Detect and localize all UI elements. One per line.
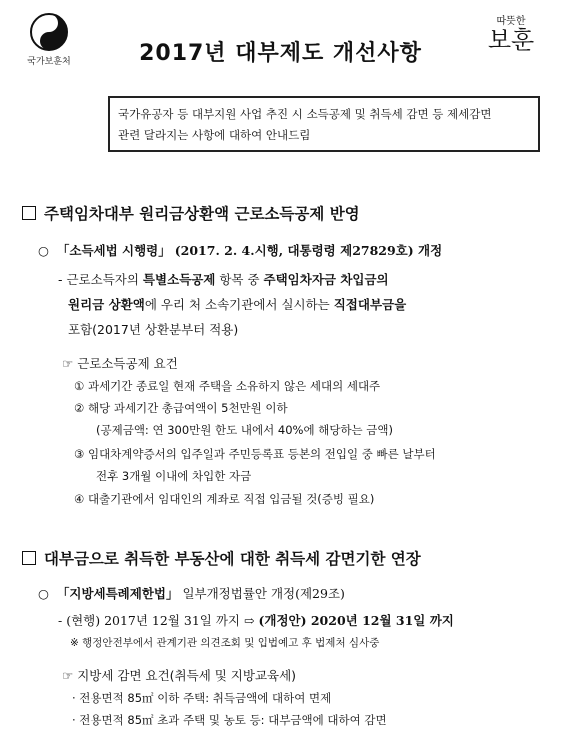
pointing-hand-icon: ☞ (62, 356, 74, 371)
req-item-3-cont: 전후 3개월 이내에 차입한 자금 (96, 469, 252, 483)
desc-emphasis: 주택임차자금 차입금의 (263, 272, 389, 287)
slogan-logo (483, 12, 539, 53)
law-detail: (2017. 2. 4.시행, 대통령령 제27829호) 개정 (174, 243, 443, 258)
law-name: 「지방세특례제한법」 (56, 586, 179, 601)
req-item-4: ④ 대출기관에서 임대인의 계좌로 직접 입금될 것(증빙 필요) (74, 492, 375, 506)
section-2-heading (22, 547, 421, 569)
checkbox-square-icon (22, 551, 36, 565)
notice-line-2: 관련 달라지는 사항에 대하여 안내드림 (118, 128, 311, 142)
desc-text: 에 우리 처 소속기관에서 실시하는 (144, 297, 334, 312)
notice-line-1: 국가유공자 등 대부지원 사업 추진 시 소득공제 및 취득세 감면 등 제세감면 (118, 107, 492, 121)
section-1-requirements-title (62, 354, 178, 372)
checkbox-square-icon (22, 206, 36, 220)
req-item-1: ① 과세기간 종료일 현재 주택을 소유하지 않은 세대의 세대주 (74, 379, 381, 393)
req-item-3: ③ 임대차계약증서의 입주일과 주민등록표 등본의 전입일 중 빠른 날부터 (74, 447, 436, 461)
circle-bullet-icon: ○ (38, 243, 49, 258)
arrow-right-icon: ⇨ (243, 613, 255, 628)
tax-item-1: · 전용면적 85㎡ 이하 주택: 취득금액에 대하여 면제 (72, 691, 332, 705)
pointing-hand-icon: ☞ (62, 668, 74, 683)
section-1-desc-line-2 (68, 295, 406, 313)
section-1-law (38, 241, 442, 259)
req-item-2-note: (공제금액: 연 300만원 한도 내에서 40%에 해당하는 금액) (96, 423, 394, 437)
slogan-top: 따뜻한 (496, 16, 526, 27)
revised-period: (개정안) 2020년 12월 31일 까지 (258, 613, 454, 628)
slogan-brand: 보훈 (487, 26, 535, 54)
desc-text: 항목 중 (215, 272, 264, 287)
req-title-text: 근로소득공제 요건 (77, 356, 178, 371)
tax-item-2: · 전용면적 85㎡ 초과 주택 및 농토 등: 대부금액에 대하여 감면 (72, 713, 387, 727)
page-title: 2017년 대부제도 개선사항 (139, 41, 422, 66)
section-2-note: ※ 행정안전부에서 관계기관 의견조회 및 입법예고 후 법제처 심사중 (70, 637, 380, 649)
section-2-law (38, 584, 345, 602)
desc-emphasis: 직접대부금을 (333, 297, 407, 312)
desc-emphasis: 특별소득공제 (142, 272, 216, 287)
section-2-period (58, 611, 454, 629)
req-item-2: ② 해당 과세기간 총급여액이 5천만원 이하 (74, 401, 288, 415)
desc-emphasis: 원리금 상환액 (68, 297, 145, 312)
circle-bullet-icon: ○ (38, 586, 49, 601)
org-name: 국가보훈처 (27, 57, 71, 67)
section-1-title: 주택임차대부 원리금상환액 근로소득공제 반영 (44, 205, 360, 223)
section-2-title: 대부금으로 취득한 부동산에 대한 취득세 감면기한 연장 (44, 550, 421, 568)
section-2-requirements-title (62, 666, 296, 684)
section-1-desc-line-1 (58, 270, 389, 288)
law-detail: 일부개정법률안 개정(제29조) (178, 586, 345, 601)
notice-box (108, 96, 540, 152)
current-period: - (현행) 2017년 12월 31일 까지 (58, 613, 240, 628)
section-1-heading (22, 202, 360, 224)
section-1-desc-line-3: 포함(2017년 상환분부터 적용) (68, 322, 239, 337)
req-title-text: 지방세 감면 요건(취득세 및 지방교육세) (77, 668, 297, 683)
desc-text: - 근로소득자의 (58, 272, 143, 287)
law-name: 「소득세법 시행령」 (56, 243, 171, 258)
